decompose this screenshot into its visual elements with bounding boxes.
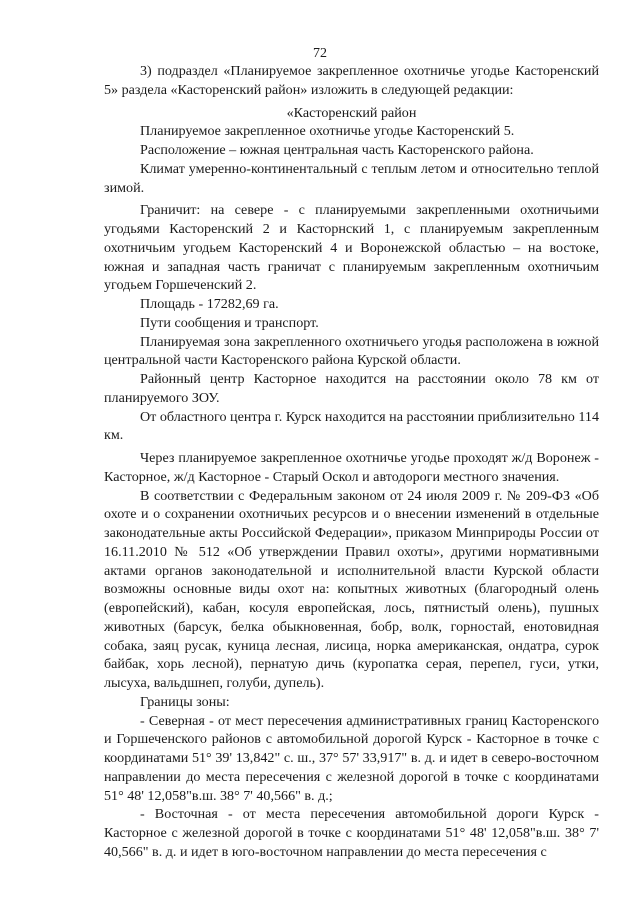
railways-roads-paragraph: Через планируемое закрепленное охотничье угодье проходят ж/д Воронеж - Касторное, ж/д Касторное - Старый Оскол и автодороги местного значения. [104,450,599,485]
transport-heading-paragraph: Пути сообщения и транспорт. [140,314,319,331]
climate-paragraph: Климат умеренно-континентальный с теплым летом и относительно теплой зимой. [104,160,599,196]
district-heading: «Касторенский район [286,104,417,121]
northern-boundary-paragraph: - Северная - от мест пересечения административных границ Касторенского и Горшеченского районов с автомобильной дорогой Курск - Касторное в точке с координатами 51° 39' 13,842" с. ш., 37° 57' 33,917" в. д. и идет в северо-восточном направлении до места пересечения с железной дорогой в точке с координатами 51° 48' 12,058"в.ш. 38° 7' 40,566" в. д.; [104,712,599,804]
page-number: 72 [313,46,327,61]
eastern-boundary-paragraph: - Восточная - от места пересечения автомобильной дороги Курск - Касторное с железной дорогой в точке с координатами 51° 48' 12,058"в.ш. 38° 7' 40,566" в. д. и идет в юго-восточном направлении до места пересечения с [104,806,599,860]
zone-boundaries-heading: Границы зоны: [140,693,230,710]
area-paragraph: Площадь - 17282,69 га. [140,296,279,312]
borders-paragraph: Граничит: на севере - с планируемыми закрепленными охотничьими угодьями Касторенский 2 и Касторнский 1, с планируемым закрепленным охотничьим угодьем Касторенский 4 и Воронежской областью – на востоке, южная и западная часть граничат с планируемым закрепленным охотничьим угодьем Горшеченский 2. [104,202,599,294]
regional-center-distance-paragraph: От областного центра г. Курск находится на расстоянии приблизительно 114 км. [104,408,599,444]
legal-basis-hunting-types-paragraph: В соответствии с Федеральным законом от 24 июля 2009 г. № 209-ФЗ «Об охоте и о сохранении охотничьих ресурсов и о внесении изменений в отдельные законодательные акты Российской Федерации», приказом Минприроды России от 16.11.2010 № 512 «Об утверждении Правил охоты», другими нормативными актами органов законодательной и исполнительной власти Курской области возможны основные виды охот на: копытных животных (благородный олень (европейский), кабан, косуля европейская, лось, пятнистый олень), пушных животных (барсук, белка обыкновенная, бобр, волк, горностай, енотовидная собака, заяц русак, куница лесная, лисица, норка американская, ондатра, сурок байбак, хорь лесной), пернатую дичь (куропатка серая, перепел, гуси, утки, лысуха, вальдшнеп, голуби, дупель). [104,487,599,691]
amendment-intro-paragraph: 3) подраздел «Планируемое закрепленное охотничье угодье Касторенский 5» раздела «Касторенский район» изложить в следующей редакции: [104,63,599,98]
district-center-distance-paragraph: Районный центр Касторное находится на расстоянии около 78 км от планируемого ЗОУ. [104,371,599,406]
hunting-ground-name-paragraph: Планируемое закрепленное охотничье угодье Касторенский 5. [140,123,515,140]
location-paragraph: Расположение – южная центральная часть Касторенского района. [140,142,534,158]
document-body [104,62,599,862]
zone-location-paragraph: Планируемая зона закрепленного охотничьего угодья расположена в южной центральной части Касторенского района Курской области. [104,333,599,369]
